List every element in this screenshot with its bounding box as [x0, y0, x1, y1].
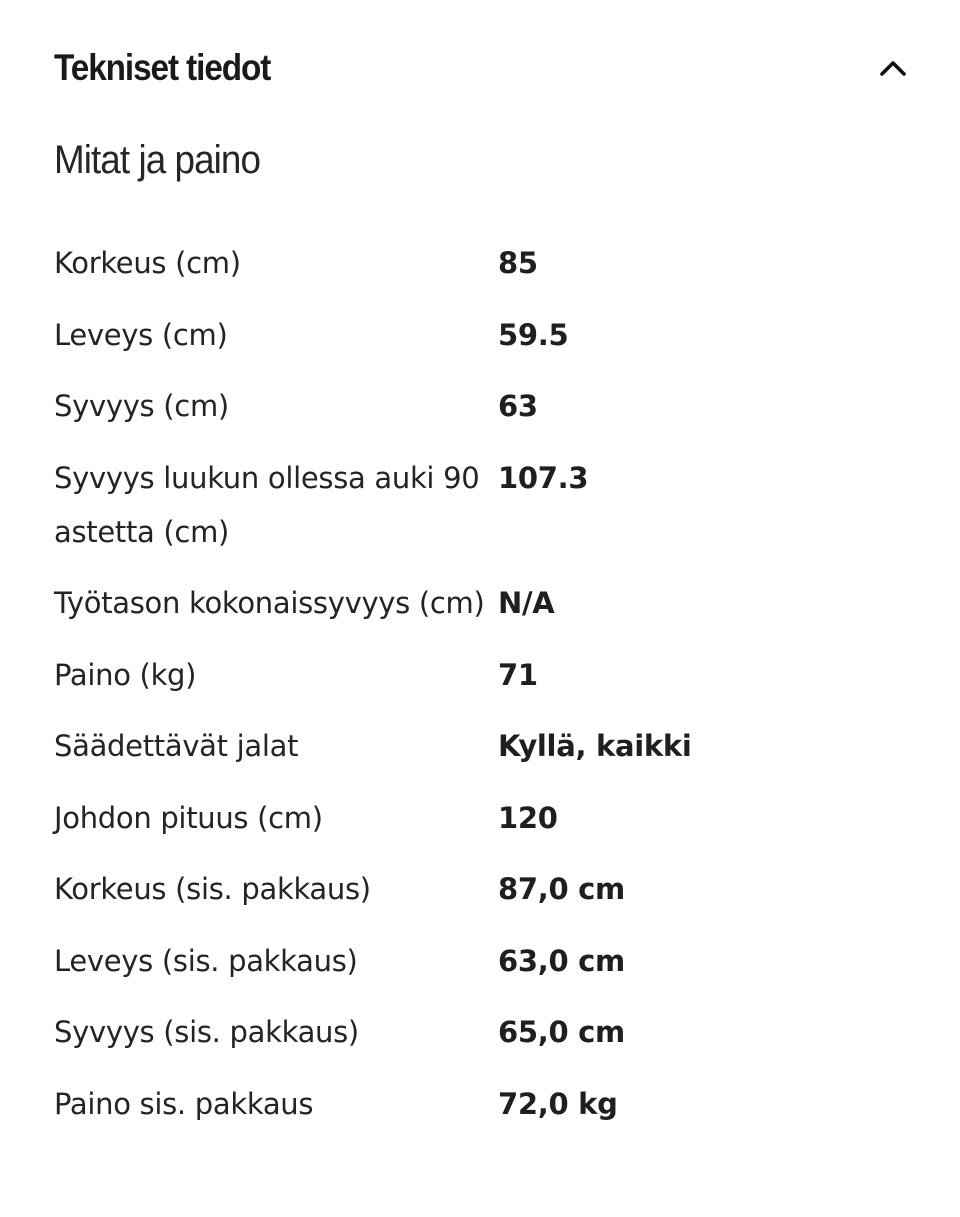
spec-value: Kyllä, kaikki	[498, 729, 692, 763]
subheading-dimensions-weight: Mitat ja paino	[54, 138, 261, 182]
spec-label: Syvyys (sis. pakkaus)	[54, 1015, 359, 1049]
spec-value: 65,0 cm	[498, 1015, 625, 1049]
spec-row	[54, 1077, 914, 1131]
spec-value: 71	[498, 657, 538, 692]
spec-label: Paino sis. pakkaus	[54, 1086, 314, 1121]
spec-value: 72,0 kg	[498, 1086, 618, 1121]
spec-value: 107.3	[498, 460, 589, 495]
section-title: Tekniset tiedot	[54, 47, 271, 88]
spec-value: 59.5	[498, 317, 569, 352]
spec-label: Syvyys (cm)	[54, 389, 229, 423]
spec-label: Johdon pituus (cm)	[54, 800, 323, 835]
spec-row	[54, 648, 914, 702]
spec-label: Leveys (sis. pakkaus)	[54, 943, 358, 978]
spec-list	[54, 236, 914, 1148]
spec-row	[54, 451, 914, 559]
spec-label: Leveys (cm)	[54, 317, 228, 352]
spec-label: Paino (kg)	[54, 657, 197, 692]
spec-row	[54, 308, 914, 362]
spec-value: 63	[498, 389, 538, 423]
spec-row	[54, 236, 914, 290]
chevron-up-icon[interactable]	[878, 53, 908, 83]
spec-row	[54, 719, 914, 773]
spec-label: Korkeus (cm)	[54, 246, 241, 280]
spec-label: Säädettävät jalat	[54, 729, 299, 763]
spec-label: Syvyys luukun ollessa auki 90 astetta (cm)	[54, 460, 480, 549]
spec-row	[54, 576, 914, 630]
spec-row	[54, 379, 914, 433]
spec-value: 85	[498, 246, 538, 280]
spec-row	[54, 791, 914, 845]
spec-label: Työtason kokonaissyvyys (cm)	[54, 586, 485, 620]
spec-row	[54, 934, 914, 988]
spec-label: Korkeus (sis. pakkaus)	[54, 872, 371, 906]
tekniset-tiedot-accordion-header[interactable]	[54, 36, 914, 100]
spec-value: 63,0 cm	[498, 943, 625, 978]
spec-row	[54, 862, 914, 916]
spec-value: N/A	[498, 586, 555, 620]
spec-value: 87,0 cm	[498, 872, 625, 906]
spec-row	[54, 1005, 914, 1059]
spec-value: 120	[498, 800, 558, 835]
